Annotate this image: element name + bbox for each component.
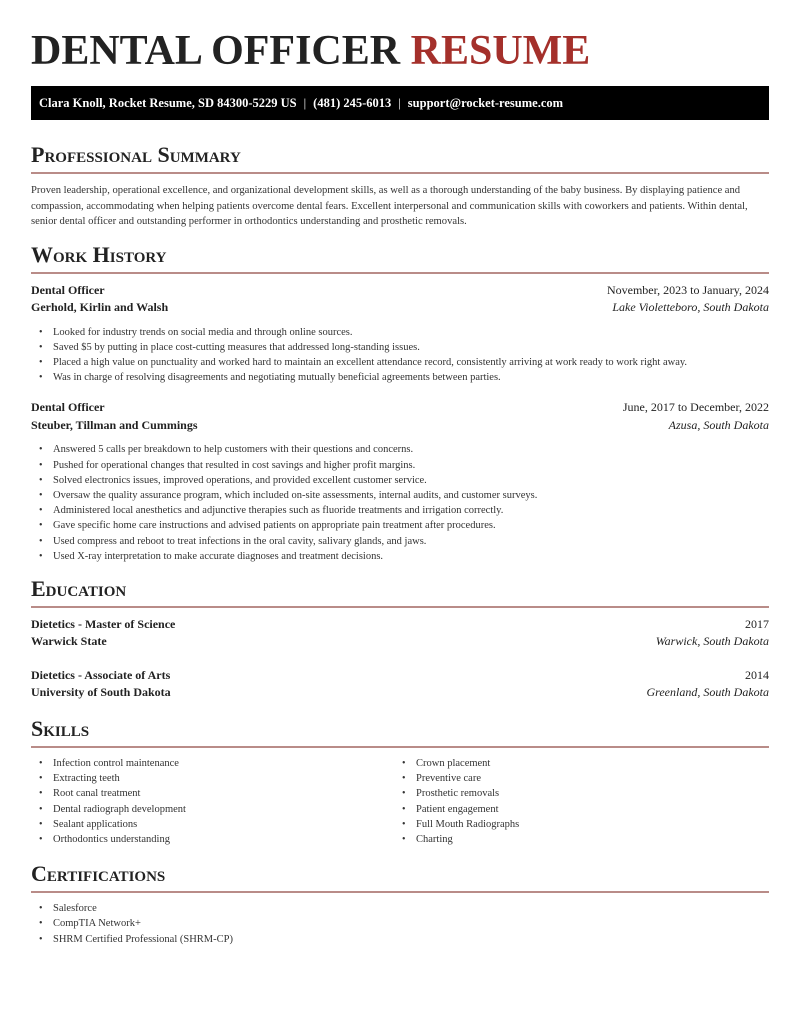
education-school-row (31, 633, 769, 651)
education-location: Warwick, South Dakota (655, 634, 769, 649)
list-item: • Solved electronics issues, improved operations, and provided excellent customer service. (39, 473, 769, 488)
job-company: Steuber, Tillman and Cummings (31, 417, 198, 432)
list-item: • Pushed for operational changes that resulted in cost savings and higher profit margins. (39, 458, 769, 473)
job-header-row (31, 282, 769, 300)
contact-separator: | (398, 96, 401, 110)
skill-item: • Orthodontics understanding (39, 832, 394, 847)
list-item: • Oversaw the quality assurance program, which included on-site assessments, internal audits, and customer surveys. (39, 488, 769, 503)
section-divider (31, 272, 769, 274)
job-company-row (31, 299, 769, 317)
education-school: Warwick State (31, 634, 107, 649)
list-item: • Gave specific home care instructions and advised patients on appropriate pain treatment after procedures. (39, 518, 769, 533)
education-degree: Dietetics - Associate of Arts (31, 667, 171, 682)
certifications-list (31, 901, 769, 947)
job-bullets (31, 325, 769, 386)
job-entry (31, 399, 769, 564)
list-item: • Looked for industry trends on social media and through online sources. (39, 325, 769, 340)
job-title: Dental Officer (31, 400, 105, 415)
skill-item: • Crown placement (402, 756, 757, 771)
section-heading-work: Work History (31, 241, 167, 267)
list-item: • Saved $5 by putting in place cost-cutting measures that addressed long-standing issues. (39, 340, 769, 355)
contact-email[interactable]: support@rocket-resume.com (407, 96, 564, 110)
education-entry (31, 667, 769, 702)
job-header-row (31, 399, 769, 417)
skill-item: • Full Mouth Radiographs (402, 817, 757, 832)
education-year: 2017 (745, 616, 769, 631)
section-divider (31, 172, 769, 174)
job-company: Gerhold, Kirlin and Walsh (31, 300, 169, 314)
job-location: Azusa, South Dakota (668, 417, 769, 432)
skill-item: • Infection control maintenance (39, 756, 394, 771)
section-heading-summary: Professional Summary (31, 142, 241, 167)
job-entry (31, 282, 769, 386)
title-main: DENTAL OFFICER (31, 28, 401, 74)
certification-item: • CompTIA Network+ (39, 916, 769, 931)
skill-item: • Charting (402, 832, 757, 847)
list-item: • Was in charge of resolving disagreements and negotiating mutually beneficial agreements between parties. (39, 370, 769, 385)
list-item: • Administered local anesthetics and adjunctive therapies such as fluoride treatments and irrigation correctly. (39, 503, 769, 518)
education-degree: Dietetics - Master of Science (31, 616, 176, 631)
contact-bar (31, 86, 769, 120)
education-school: University of South Dakota (31, 685, 171, 700)
skills-column-left (31, 756, 394, 847)
work-history-section (31, 242, 769, 564)
skill-item: • Extracting teeth (39, 771, 394, 786)
list-item: • Placed a high value on punctuality and worked hard to maintain an excellent attendance record, consistently arriving at work ready to work right away. (39, 355, 769, 370)
education-degree-row (31, 667, 769, 685)
section-divider (31, 606, 769, 608)
skill-item: • Dental radiograph development (39, 802, 394, 817)
skill-item: • Patient engagement (402, 802, 757, 817)
education-degree-row (31, 616, 769, 634)
job-dates: November, 2023 to January, 2024 (606, 282, 769, 297)
education-location: Greenland, South Dakota (646, 685, 769, 700)
education-entry (31, 616, 769, 651)
job-bullets (31, 442, 769, 564)
summary-section (31, 142, 769, 230)
skills-column-right (394, 756, 757, 847)
list-item: • Answered 5 calls per breakdown to help customers with their questions and concerns. (39, 442, 769, 457)
contact-phone[interactable]: (481) 245-6013 (313, 96, 392, 110)
contact-separator: | (303, 96, 307, 110)
certifications-section (31, 861, 769, 947)
resume-title (31, 28, 769, 74)
skill-item: • Preventive care (402, 771, 757, 786)
summary-text: Proven leadership, operational excellence, and organizational development skills, as well as a thorough understanding of the baby business. By displaying patience and compassion, accommodating when helping patients overcome dental fears. Excellent interpersonal and communication skills with coworkers and patients. Within dental, senior dental officer and outstanding performer in orthodontics understanding and prosthetic removals. (31, 185, 748, 227)
list-item: • Used compress and reboot to treat infections in the oral cavity, salivary glands, and jaws. (39, 534, 769, 549)
resume-page (31, 0, 769, 947)
job-location: Lake Violetteboro, South Dakota (612, 300, 769, 314)
section-heading-certifications: Certifications (31, 861, 166, 887)
skill-item: • Prosthetic removals (402, 786, 757, 801)
skill-item: • Sealant applications (39, 817, 394, 832)
education-year: 2014 (745, 667, 769, 682)
section-divider (31, 746, 769, 748)
education-section (31, 576, 769, 702)
certification-item: • Salesforce (39, 901, 769, 916)
job-title: Dental Officer (31, 282, 105, 297)
skills-grid (31, 756, 769, 847)
job-dates: June, 2017 to December, 2022 (622, 400, 769, 415)
section-divider (31, 891, 769, 893)
skill-item: • Root canal treatment (39, 786, 394, 801)
education-school-row (31, 684, 769, 702)
contact-address: Clara Knoll, Rocket Resume, SD 84300-5229 US (39, 96, 297, 110)
skills-section (31, 716, 769, 847)
section-heading-education: Education (31, 575, 127, 601)
job-company-row (31, 417, 769, 435)
section-heading-skills: Skills (31, 715, 90, 741)
list-item: • Used X-ray interpretation to make accurate diagnoses and treatment decisions. (39, 549, 769, 564)
certification-item: • SHRM Certified Professional (SHRM-CP) (39, 932, 769, 947)
title-accent: RESUME (410, 28, 591, 74)
